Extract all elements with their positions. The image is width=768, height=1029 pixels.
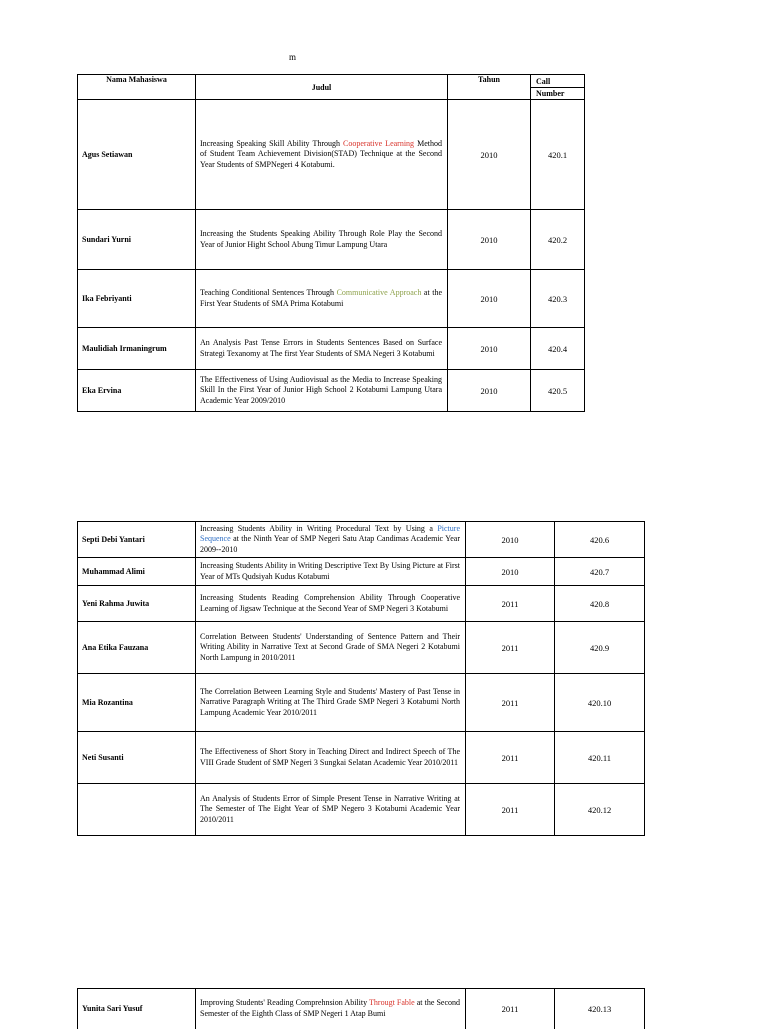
title-text: at the Second Semester of the Eighth Class of SMP Negeri 1 Atap Bumi bbox=[200, 998, 461, 1018]
header-call-line2: Number bbox=[531, 88, 585, 100]
title-text: Teaching Conditional Sentences Through bbox=[200, 287, 337, 297]
thesis-title bbox=[196, 100, 448, 210]
call-number: 420.4 bbox=[531, 328, 585, 370]
title-text: The Effectiveness of Short Story in Teaching Direct and Indirect Speech of The VIII Grade Student of SMP Negeri 3 Sungkai Selatan Academic Year 2010/2011 bbox=[200, 746, 460, 767]
table-row bbox=[78, 210, 585, 270]
thesis-year: 2011 bbox=[466, 732, 555, 784]
thesis-title bbox=[196, 622, 466, 674]
thesis-title bbox=[196, 522, 466, 558]
thesis-title bbox=[196, 989, 466, 1029]
page-mark: m bbox=[289, 52, 297, 62]
table-row bbox=[78, 328, 585, 370]
highlighted-title-text: Communicative Approach bbox=[336, 287, 422, 297]
call-number: 420.5 bbox=[531, 370, 585, 412]
table-row bbox=[78, 784, 645, 836]
student-name: Mia Rozantina bbox=[78, 674, 196, 732]
thesis-year: 2011 bbox=[466, 586, 555, 622]
title-text: The Effectiveness of Using Audiovisual as the Media to Increase Speaking Skill In the First Year of Junior High School 2 Kotabumi Lampung Utara Academic Year 2009/2010 bbox=[200, 374, 442, 405]
thesis-title bbox=[196, 558, 466, 586]
table-row bbox=[78, 558, 645, 586]
highlighted-title-text: Cooperative Learning bbox=[343, 138, 415, 148]
thesis-year: 2010 bbox=[466, 558, 555, 586]
title-text: Increasing Speaking Skill Ability Through bbox=[200, 138, 344, 148]
table-row bbox=[78, 674, 645, 732]
thesis-year: 2010 bbox=[448, 328, 531, 370]
table-row bbox=[78, 270, 585, 328]
title-text: Increasing Students Reading Comprehension Ability Through Cooperative Learning of Jigsaw Technique at the Second Year of SMP Negeri 3 Kotabumi bbox=[200, 592, 460, 613]
title-text: An Analysis Past Tense Errors in Students Sentences Based on Surface Strategi Texanomy at The first Year Students of SMA Negeri 3 Kotabumi bbox=[200, 337, 442, 358]
table-1-body bbox=[78, 100, 585, 412]
highlighted-title-text: Picture Sequence bbox=[200, 523, 460, 544]
call-number: 420.9 bbox=[555, 622, 645, 674]
thesis-table-2 bbox=[77, 521, 645, 836]
call-number: 420.3 bbox=[531, 270, 585, 328]
student-name: Yunita Sari Yusuf bbox=[78, 989, 196, 1029]
call-number: 420.7 bbox=[555, 558, 645, 586]
student-name: Ika Febriyanti bbox=[78, 270, 196, 328]
thesis-year: 2010 bbox=[448, 370, 531, 412]
student-name: Muhammad Alimi bbox=[78, 558, 196, 586]
student-name: Eka Ervina bbox=[78, 370, 196, 412]
thesis-title bbox=[196, 370, 448, 412]
thesis-year: 2011 bbox=[466, 989, 555, 1029]
title-text: Increasing the Students Speaking Ability Through Role Play the Second Year of Junior Hight School Abung Timur Lampung Utara bbox=[200, 228, 442, 249]
thesis-title bbox=[196, 674, 466, 732]
title-text: Improving Students' Reading Comprehnsion Ability bbox=[200, 998, 370, 1008]
table-row bbox=[78, 732, 645, 784]
thesis-title bbox=[196, 328, 448, 370]
header-year: Tahun bbox=[448, 75, 531, 100]
header-name: Nama Mahasiswa bbox=[78, 75, 196, 100]
student-name: Yeni Rahma Juwita bbox=[78, 586, 196, 622]
call-number: 420.1 bbox=[531, 100, 585, 210]
table-row bbox=[78, 370, 585, 412]
table-row bbox=[78, 586, 645, 622]
call-number: 420.2 bbox=[531, 210, 585, 270]
call-number: 420.10 bbox=[555, 674, 645, 732]
thesis-table-1 bbox=[77, 74, 585, 412]
title-text: Increasing Students Ability in Writing Procedural Text by Using a bbox=[200, 523, 438, 533]
call-number: 420.8 bbox=[555, 586, 645, 622]
highlighted-title-text: Througt Fable bbox=[369, 998, 415, 1008]
thesis-year: 2010 bbox=[448, 210, 531, 270]
thesis-year: 2010 bbox=[448, 270, 531, 328]
student-name: Agus Setiawan bbox=[78, 100, 196, 210]
thesis-year: 2011 bbox=[466, 674, 555, 732]
thesis-table-3 bbox=[77, 988, 645, 1029]
table-2-body bbox=[78, 522, 645, 836]
thesis-year: 2010 bbox=[448, 100, 531, 210]
student-name: Ana Etika Fauzana bbox=[78, 622, 196, 674]
student-name: Neti Susanti bbox=[78, 732, 196, 784]
thesis-title bbox=[196, 732, 466, 784]
table-row bbox=[78, 622, 645, 674]
call-number: 420.6 bbox=[555, 522, 645, 558]
thesis-year: 2011 bbox=[466, 784, 555, 836]
title-text: Method of Student Team Achievement Division(STAD) Technique at the Second Year Students of SMPNegeri 4 Kotabumi. bbox=[200, 138, 442, 169]
student-name: Sundari Yurni bbox=[78, 210, 196, 270]
table-row bbox=[78, 989, 645, 1029]
student-name: Septi Debi Yantari bbox=[78, 522, 196, 558]
thesis-title bbox=[196, 270, 448, 328]
table-row bbox=[78, 522, 645, 558]
header-call-line1: Call bbox=[531, 75, 585, 88]
title-text: Increasing Students Ability in Writing Descriptive Text By Using Picture at First Year of MTs Qudsiyah Kudus Kotabumi bbox=[200, 560, 460, 581]
title-text: The Correlation Between Learning Style and Students' Mastery of Past Tense in Narrative Paragraph Writing at The Third Grade SMP Negeri 3 Kotabumi North Lampung Academic Year 2010/2011 bbox=[200, 686, 460, 717]
title-text: at the Ninth Year of SMP Negeri Satu Atap Candimas Academic Year 2009--2010 bbox=[200, 534, 460, 554]
call-number: 420.12 bbox=[555, 784, 645, 836]
student-name bbox=[78, 784, 196, 836]
thesis-title bbox=[196, 210, 448, 270]
call-number: 420.13 bbox=[555, 989, 645, 1029]
table-3-body bbox=[78, 989, 645, 1029]
title-text: Correlation Between Students' Understanding of Sentence Pattern and Their Writing Ability in Narrative Text at Second Grade of SMA Negeri 2 Kotabumi North Lampung in 2010/2011 bbox=[200, 631, 460, 662]
call-number: 420.11 bbox=[555, 732, 645, 784]
thesis-year: 2010 bbox=[466, 522, 555, 558]
table-header-row bbox=[78, 75, 585, 88]
student-name: Maulidiah Irmaningrum bbox=[78, 328, 196, 370]
title-text: at the First Year Students of SMA Prima Kotabumi bbox=[200, 287, 443, 308]
table-row bbox=[78, 100, 585, 210]
thesis-title bbox=[196, 784, 466, 836]
title-text: An Analysis of Students Error of Simple Present Tense in Narrative Writing at The Semester of The Eight Year of SMP Negero 3 Kotabumi Academic Year 2010/2011 bbox=[200, 793, 460, 824]
thesis-year: 2011 bbox=[466, 622, 555, 674]
thesis-title bbox=[196, 586, 466, 622]
header-title: Judul bbox=[196, 75, 448, 100]
